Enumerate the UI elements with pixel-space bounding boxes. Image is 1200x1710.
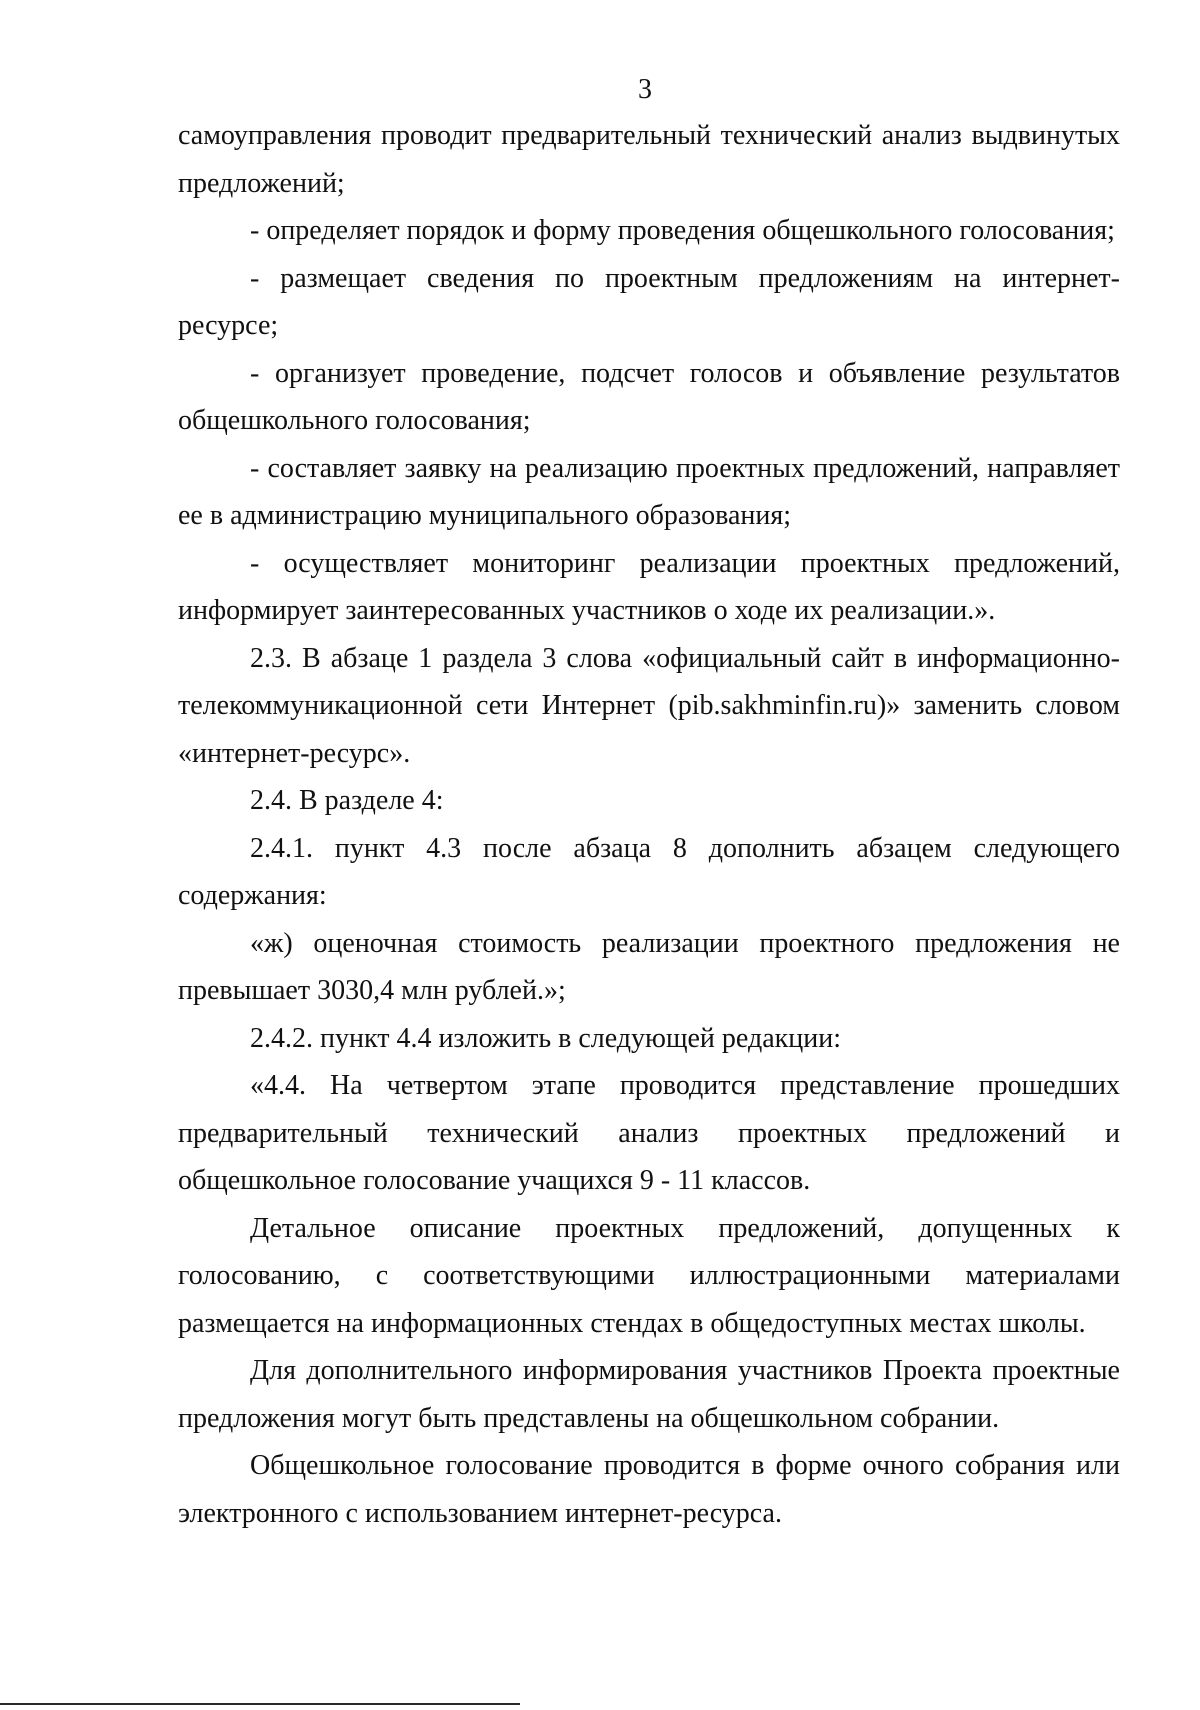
paragraph-detailed-description: Детальное описание проектных предложений, допущенных к голосованию, с соответствующими иллюстрационными материалами размещается на информационных стендах в общедоступных местах школы.	[178, 1212, 1120, 1339]
clause-4-4: «4.4. На четвертом этапе проводится представление прошедших предварительный технический анализ проектных предложений и общешкольное голосование учащихся 9 - 11 классов.	[178, 1070, 1120, 1196]
bottom-rule	[0, 1703, 520, 1705]
list-item-organizes-voting: - организует проведение, подсчет голосов и объявление результатов общешкольного голосования;	[178, 357, 1120, 436]
list-item-monitoring: - осуществляет мониторинг реализации проектных предложений, информирует заинтересованных участников о ходе их реализации.».	[178, 547, 1120, 626]
list-item-prepares-application: - составляет заявку на реализацию проектных предложений, направляет ее в администрацию муниципального образования;	[178, 452, 1120, 531]
paragraph-additional-info: Для дополнительного информирования участников Проекта проектные предложения могут быть представлены на общешкольном собрании.	[178, 1355, 1120, 1434]
clause-2-4: 2.4. В разделе 4:	[250, 785, 444, 816]
list-item-voting-procedure: - определяет порядок и форму проведения общешкольного голосования;	[250, 215, 1115, 246]
clause-2-4-1: 2.4.1. пункт 4.3 после абзаца 8 дополнить абзацем следующего содержания:	[178, 832, 1120, 911]
subclause-zh: «ж) оценочная стоимость реализации проектного предложения не превышает 3030,4 млн рублей.»;	[178, 927, 1120, 1006]
document-body	[178, 112, 1120, 1537]
paragraph-continuation: самоуправления проводит предварительный технический анализ выдвинутых предложений;	[178, 120, 1120, 199]
page-number: 3	[638, 74, 652, 105]
paragraph-voting-form: Общешкольное голосование проводится в форме очного собрания или электронного с использованием интернет-ресурса.	[178, 1450, 1120, 1529]
clause-2-4-2: 2.4.2. пункт 4.4 изложить в следующей редакции:	[250, 1022, 841, 1054]
clause-2-3: 2.3. В абзаце 1 раздела 3 слова «официальный сайт в информационно-телекоммуникационной сети Интернет (pib.sakhminfin.ru)» заменить словом «интернет-ресурс».	[178, 642, 1120, 769]
list-item-publishes-info: - размещает сведения по проектным предложениям на интернет-ресурсе;	[178, 262, 1120, 341]
